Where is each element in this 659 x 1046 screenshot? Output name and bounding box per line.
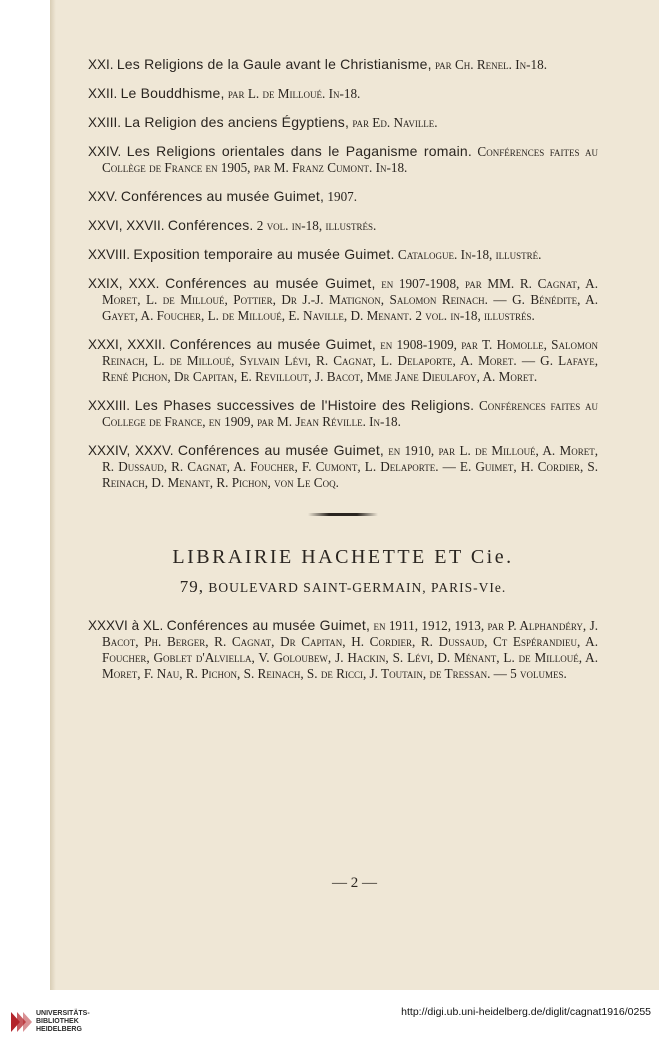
entry-title: Le Bouddhisme, (120, 85, 225, 101)
entry-details: 1907. (324, 189, 358, 204)
catalogue-entry (88, 246, 598, 263)
entry-details: par Ch. Renel. In-18. (431, 57, 547, 72)
ornamental-divider (308, 513, 378, 516)
entry-number: XXV. (88, 189, 118, 204)
entry-title: Conférences au musée Guimet, (120, 188, 325, 204)
entry-details: en 1910, par L. de Milloué, A. Moret, R. Dussaud, R. Cagnat, A. Foucher, F. Cumont, L. Delaporte. — E. Guimet, H. Cordier, S. Reinach, D. Menant, R. Pichon, von Le Coq. (102, 443, 599, 490)
catalogue-list (88, 56, 598, 694)
street-name: BOULEVARD SAINT-GERMAIN, PARIS-VIe. (208, 580, 507, 595)
entry-title: Conférences au musée Guimet, (165, 275, 376, 291)
catalogue-entry (88, 188, 598, 205)
entry-number: XXXI, XXXII. (88, 337, 166, 352)
entry-number: XXXIV, XXXV. (88, 443, 174, 458)
entry-number: XXXVI à XL. (88, 618, 164, 633)
logo-line: HEIDELBERG (36, 1026, 82, 1033)
entry-number: XXVIII. (88, 247, 131, 262)
entry-title: Conférences au musée Guimet, (169, 336, 376, 352)
entry-number: XXIII. (88, 115, 122, 130)
university-library-logo-icon (8, 1008, 32, 1036)
catalogue-entry (88, 114, 598, 131)
entry-details: par L. de Milloué. In-18. (224, 86, 361, 101)
entry-title: Conférences au musée Guimet, (177, 442, 385, 458)
entry-number: XXIV. (88, 144, 122, 159)
catalogue-entry (88, 85, 598, 102)
entry-details: en 1907-1908, par MM. R. Cagnat, A. Moret, L. de Milloué, Pottier, Dr J.-J. Matignon, Salomon Reinach. — G. Bénédite, A. Gayet, A. Foucher, L. de Milloué, E. Naville, D. Menant. 2 vol. in-18, illustrés. (102, 276, 598, 323)
entry-title: Conférences au musée Guimet, (166, 617, 371, 633)
entry-details: par Ed. Naville. (349, 115, 438, 130)
entry-title: La Religion des anciens Égyptiens, (124, 114, 350, 130)
page-number: — 2 — (332, 875, 377, 891)
entry-title: Les Phases successives de l'Histoire des Religions. (134, 397, 475, 413)
street-number: 79, (179, 577, 205, 596)
entry-details: Catalogue. In-18, illustré. (394, 247, 542, 262)
entry-details: en 1908-1909, par T. Homolle, Salomon Reinach, L. de Milloué, Sylvain Lévi, R. Cagnat, L. Delaporte, A. Moret. — G. Lafaye, René Pichon, Dr Capitan, E. Revillout, J. Bacot, Mme Jane Dieulafoy, A. Moret. (102, 337, 599, 384)
entry-number: XXI. (88, 57, 114, 72)
viewer-footer (0, 990, 659, 1046)
catalogue-entry (88, 56, 598, 73)
catalogue-entry-final (88, 617, 598, 682)
publisher-address (88, 577, 598, 597)
entry-number: XXIX, XXX. (88, 276, 160, 291)
catalogue-entry (88, 397, 598, 430)
entry-details: en 1911, 1912, 1913, par P. Alphandéry, J. Bacot, Ph. Berger, R. Cagnat, Dr Capitan, H. Cordier, R. Dussaud, Ct Espérandieu, A. Foucher, Goblet d'Alviella, V. Goloubew, J. Hackin, S. Lévi, D. Ménant, L. de Milloué, A. Moret, F. Nau, R. Pichon, S. Reinach, S. de Ricci, J. Toutain, de Tressan. — 5 volumes. (102, 618, 599, 681)
entry-number: XXXIII. (88, 398, 131, 413)
catalogue-entry (88, 275, 598, 324)
logo-line: BIBLIOTHEK (36, 1018, 79, 1025)
entry-details: Conférences faites au Collège de France en 1905, par M. Franz Cumont. In-18. (102, 144, 598, 175)
entry-title: Les Religions de la Gaule avant le Christianisme, (116, 56, 432, 72)
logo-line: UNIVERSITÄTS- (36, 1010, 90, 1017)
entry-title: Les Religions orientales dans le Paganisme romain. (126, 143, 472, 159)
catalogue-entry (88, 442, 598, 491)
entry-number: XXII. (88, 86, 118, 101)
catalogue-entry (88, 217, 598, 234)
publisher-name: LIBRAIRIE HACHETTE ET Cie. (172, 546, 514, 568)
entry-title: Exposition temporaire au musée Guimet. (133, 246, 395, 262)
entry-title: Conférences. (167, 217, 254, 233)
entry-details: 2 vol. in-18, illustrés. (253, 218, 377, 233)
scanned-page (50, 0, 659, 990)
entry-details: Conférences faites au College de France, en 1909, par M. Jean Réville. In-18. (102, 398, 599, 429)
catalogue-entry (88, 336, 598, 385)
catalogue-entry (88, 143, 598, 176)
entry-number: XXVI, XXVII. (88, 218, 165, 233)
library-logo-text (36, 1010, 90, 1034)
permalink-url[interactable]: http://digi.ub.uni-heidelberg.de/diglit/cagnat1916/0255 (401, 1006, 651, 1018)
